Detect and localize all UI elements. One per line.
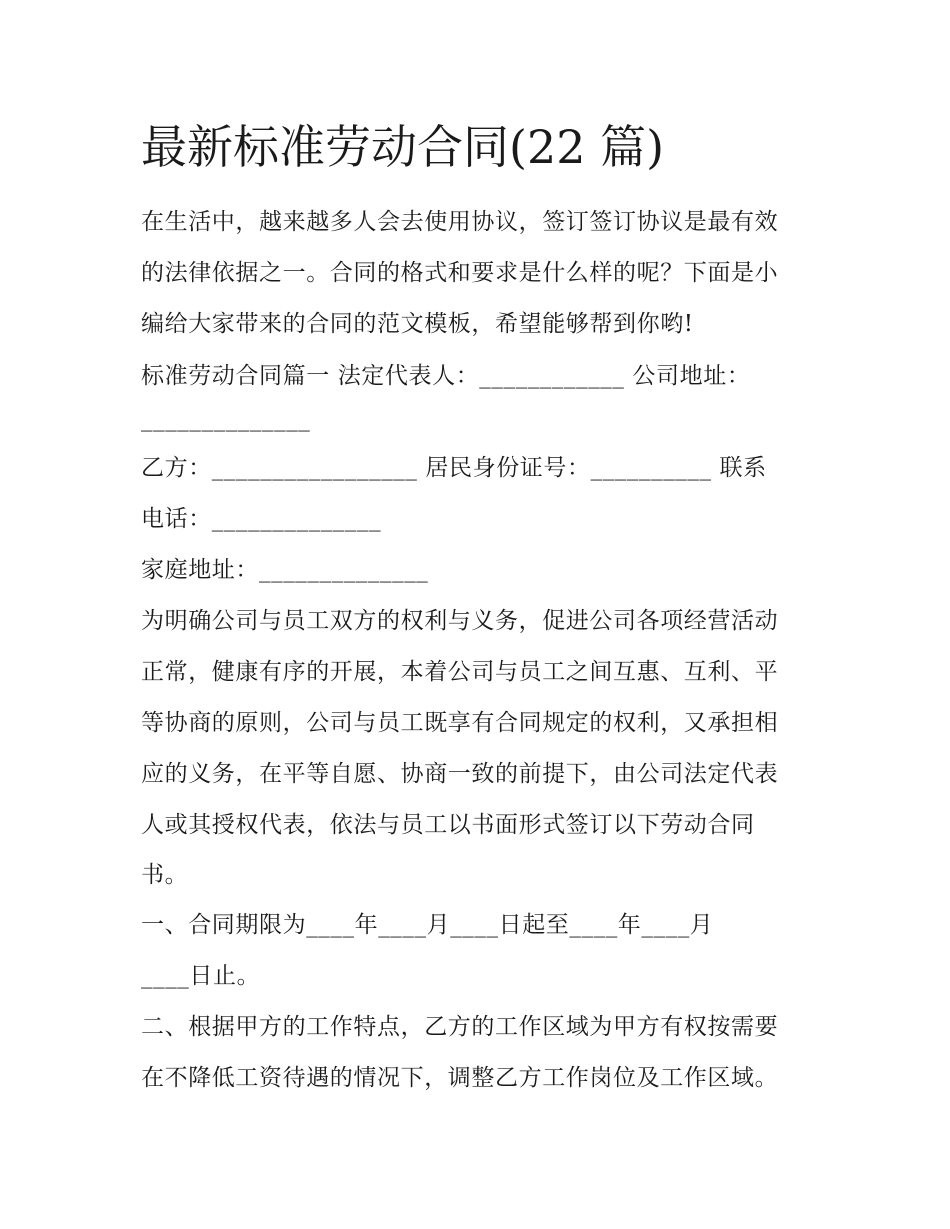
paragraph-line-2: 的法律依据之一。合同的格式和要求是什么样的呢？下面是小 — [141, 260, 779, 286]
paragraph-line-1: 在生活中，越来越多人会去使用协议，签订签订协议是最有效 — [141, 209, 779, 235]
document-title: 最新标准劳动合同(22 篇) — [141, 120, 665, 174]
paragraph-line-3: 编给大家带来的合同的范文模板，希望能够帮到你哟! — [141, 311, 694, 337]
paragraph-line-10: 正常，健康有序的开展，本着公司与员工之间互惠、互利、平 — [141, 659, 779, 685]
paragraph-line-9: 为明确公司与员工双方的权利与义务，促进公司各项经营活动 — [141, 608, 779, 634]
paragraph-line-13: 人或其授权代表，依法与员工以书面形式签订以下劳动合同 — [141, 812, 755, 838]
paragraph-line-12: 应的义务，在平等自愿、协商一致的前提下，由公司法定代表 — [141, 761, 779, 787]
legal-representative-line: 标准劳动合同篇一 法定代表人：____________ 公司地址： — [141, 363, 751, 389]
paragraph-line-11: 等协商的原则，公司与员工既享有合同规定的权利，又承担相 — [141, 710, 779, 736]
company-address-blank: ______________ — [141, 406, 311, 432]
party-b-line: 乙方：_________________ 居民身份证号：__________ 联系 — [141, 455, 767, 481]
work-area-line-2: 在不降低工资待遇的情况下，调整乙方工作岗位及工作区域。 — [141, 1065, 779, 1091]
phone-line: 电话：______________ — [141, 506, 382, 532]
contract-term-line: 一、合同期限为____年____月____日起至____年____月 — [141, 912, 714, 938]
home-address-line: 家庭地址：______________ — [141, 557, 429, 583]
work-area-line-1: 二、根据甲方的工作特点，乙方的工作区域为甲方有权按需要 — [141, 1014, 779, 1040]
contract-term-end-line: ____日止。 — [141, 963, 261, 989]
paragraph-line-14: 书。 — [141, 862, 189, 888]
